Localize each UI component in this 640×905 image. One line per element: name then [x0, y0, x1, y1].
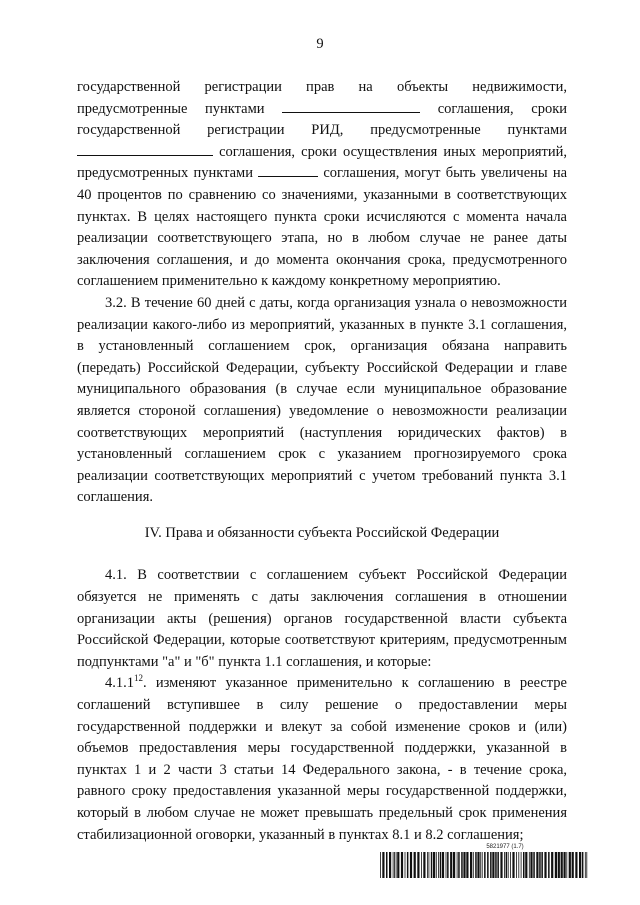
- text-fragment: соглашения, могут быть увеличены на 40 процентов по сравнению со значениями, указанными в соответствующих пунктах. В целях настоящего пункта сроки исчисляются с момента начала реализации соответствующего этапа, но в любом случае не ранее даты заключения соглашения, и до момента окончания срока, предусмотренного соглашением применительно к каждому конкретному мероприятию.: [77, 165, 568, 290]
- document-barcode: [380, 844, 590, 878]
- text-fragment: соглашения, сроки государственной регистрации РИД, предусмотренные пунктами: [77, 100, 568, 139]
- barcode-icon: [380, 852, 590, 878]
- blank-field: [258, 164, 318, 177]
- paragraph-3-2: 3.2. В течение 60 дней с даты, когда организация узнала о невозможности реализации какого-либо из мероприятий, указанных в пункте 3.1 соглашения, в установленный соглашением срок, организация обязана направить (передать) Российской Федерации, субъекту Российской Федерации и главе муниципального образования (в случае если муниципальное образование является стороной соглашения) уведомление о невозможности реализации соответствующих мероприятий (наступления юридических фактов) в установленный соглашением срок с указанием прогнозируемого срока реализации соответствующих мероприятий с учетом требований пункта 3.1 соглашения.: [77, 294, 567, 506]
- blank-field: [282, 100, 420, 113]
- page-number: 9: [316, 36, 324, 52]
- clause-number: 4.1.1: [105, 675, 134, 692]
- section-heading: IV. Права и обязанности субъекта Российской Федерации: [144, 524, 500, 541]
- barcode-label: 5821977 (1.7): [486, 844, 524, 850]
- paragraph-3-1-continued: [77, 77, 567, 293]
- paragraph-4-1-1: [77, 673, 567, 846]
- text-fragment: соглашения, сроки осуществления иных мероприятий, предусмотренных пунктами: [77, 143, 568, 182]
- text-fragment: государственной регистрации прав на объекты недвижимости, предусмотренные пунктами: [77, 79, 567, 117]
- footnote-marker: 12: [134, 673, 143, 684]
- document-body: [77, 77, 567, 846]
- clause-text: . изменяют указанное применительно к соглашению в реестре соглашений вступившее в силу решение о предоставлении меры государственной поддержки и влекут за собой изменение сроков и (или) объемов предоставления меры государственной поддержки, указанной в пунктах 1 и 2 части 3 статьи 14 Федерального закона, - в течение срока, равного сроку предоставления указанной меры государственной поддержки, который в любом случае не может превышать предельный срок применения стабилизационной оговорки, указанный в пунктах 8.1 и 8.2 соглашения;: [77, 675, 567, 843]
- blank-field: [77, 143, 213, 156]
- paragraph-4-1: 4.1. В соответствии с соглашением субъект Российской Федерации обязуется не применять с даты заключения соглашения в отношении организации акты (решения) органов государственной власти субъекта Российской Федерации, которые соответствуют критериям, предусмотренным подпунктами "а" и "б" пункта 1.1 соглашения, и которые:: [77, 567, 567, 670]
